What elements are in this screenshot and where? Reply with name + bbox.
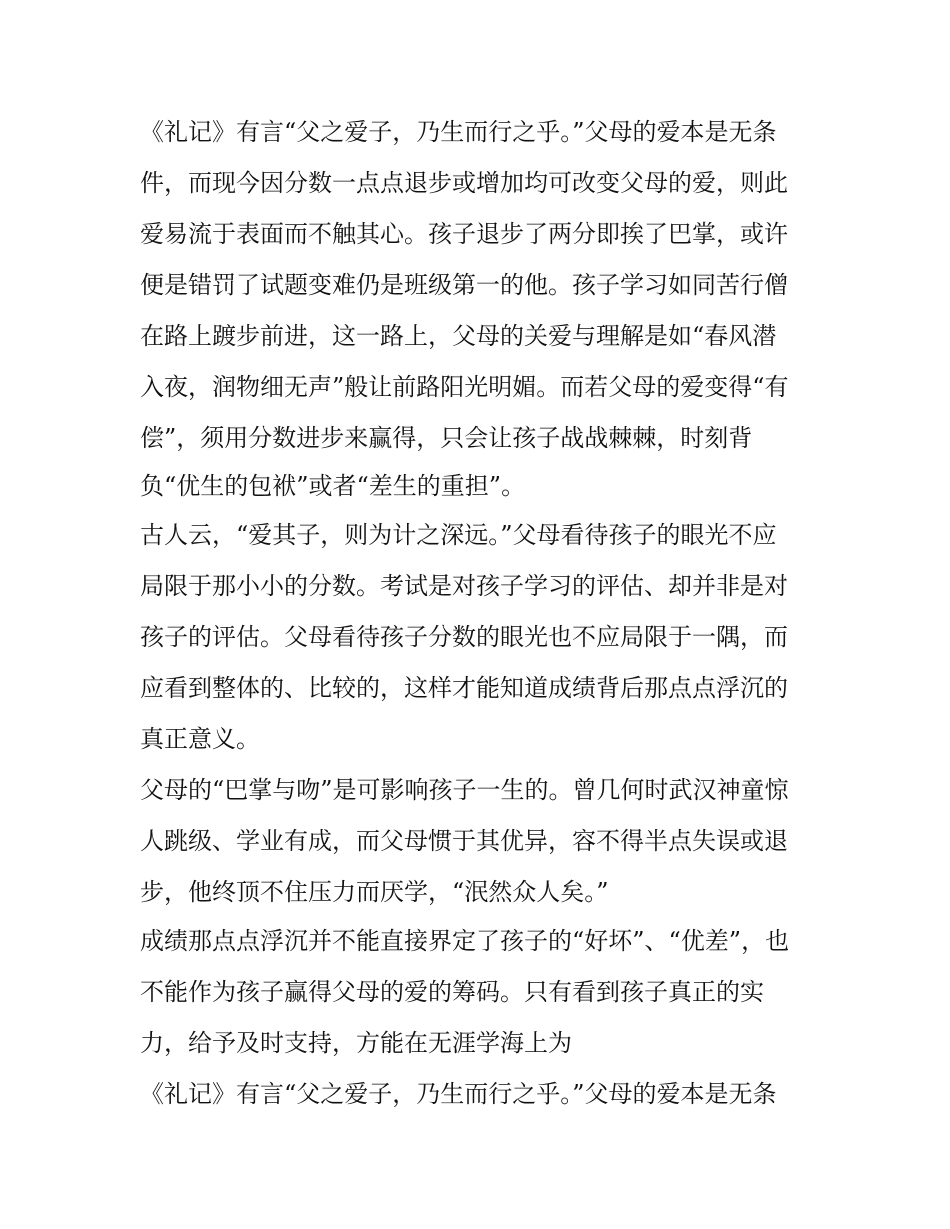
text-line-20: 《礼记》有言“父之爱子，乃生而行之乎。”父母的爱本是无条	[140, 1080, 777, 1108]
text-line-18: 不能作为孩子赢得父母的爱的筹码。只有看到孩子真正的实	[140, 978, 764, 1006]
text-line-1: 《礼记》有言“父之爱子，乃生而行之乎。”父母的爱本是无条	[140, 118, 777, 146]
text-line-10: 局限于那小小的分数。考试是对孩子学习的评估、却并非是对	[140, 572, 788, 600]
text-line-5: 在路上踱步前进，这一路上，父母的关爱与理解是如“春风潜	[140, 322, 777, 350]
text-line-2: 件，而现今因分数一点点退步或增加均可改变父母的爱，则此	[140, 169, 788, 197]
text-line-19: 力，给予及时支持，方能在无涯学海上为	[140, 1029, 572, 1057]
text-line-4: 便是错罚了试题变难仍是班级第一的他。孩子学习如同苦行僧	[140, 271, 788, 299]
text-line-11: 孩子的评估。父母看待孩子分数的眼光也不应局限于一隅，而	[140, 623, 788, 651]
text-line-8: 负“优生的包袱”或者“差生的重担”。	[140, 472, 526, 500]
text-line-7: 偿”，须用分数进步来赢得，只会让孩子战战棘棘，时刻背	[140, 424, 753, 452]
text-line-3: 爱易流于表面而不触其心。孩子退步了两分即挨了巴掌，或许	[140, 220, 788, 248]
text-line-17: 成绩那点点浮沉并不能直接界定了孩子的“好坏”、“优差”，也	[140, 927, 790, 955]
text-line-12: 应看到整体的、比较的，这样才能知道成绩背后那点点浮沉的	[140, 674, 788, 702]
text-line-6: 入夜，润物细无声”般让前路阳光明媚。而若父母的爱变得“有	[140, 373, 789, 401]
text-line-14: 父母的“巴掌与吻”是可影响孩子一生的。曾几何时武汉神童惊	[140, 776, 789, 804]
text-line-9: 古人云，“爱其子，则为计之深远。”父母看待孩子的眼光不应	[140, 521, 777, 549]
text-line-16: 步，他终顶不住压力而厌学，“泯然众人矣。”	[140, 878, 609, 906]
text-line-13: 真正意义。	[140, 725, 260, 753]
text-line-15: 人跳级、学业有成，而父母惯于其优异，容不得半点失误或退	[140, 827, 788, 855]
